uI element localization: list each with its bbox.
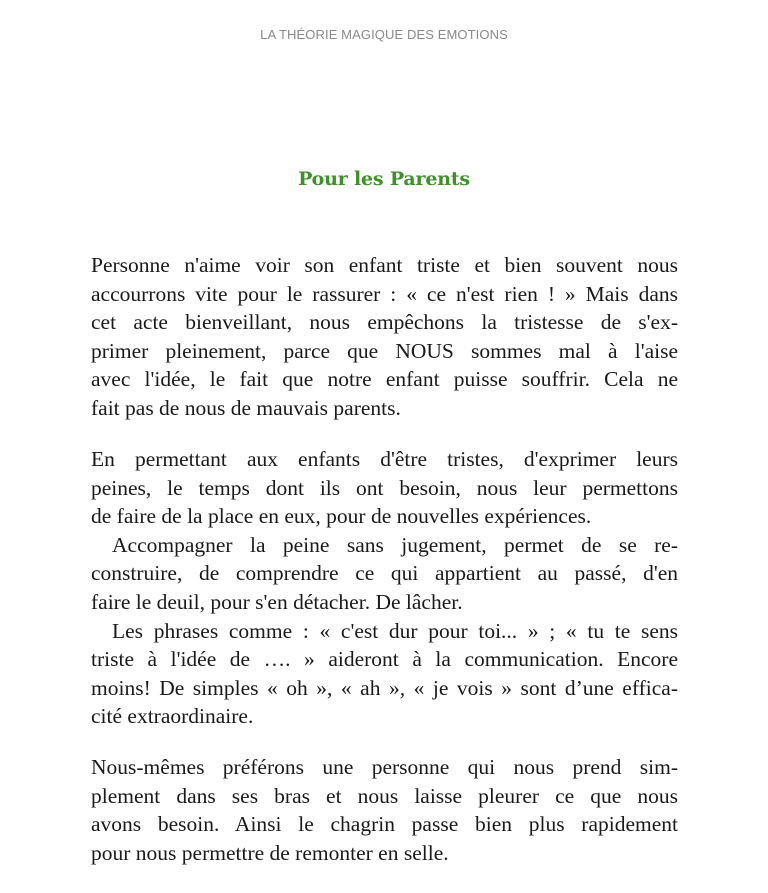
running-header: LA THÉORIE MAGIQUE DES EMOTIONS: [260, 27, 508, 42]
text-line: fait pas de nous de mauvais parents.: [91, 395, 401, 420]
text-line: Les phrases comme : « c'est dur pour toi... » ; « tu te sens: [112, 618, 678, 643]
paragraph-2: [91, 445, 678, 731]
text-line: accourrons vite pour le rassurer : « ce n'est rien ! » Mais dans: [91, 281, 678, 306]
text-line: avons besoin. Ainsi le chagrin passe bien plus rapidement: [91, 812, 678, 837]
text-line: Accompagner la peine sans jugement, permet de se re-: [112, 532, 678, 557]
text-line: avec l'idée, le fait que notre enfant puisse souffrir. Cela ne: [91, 367, 678, 392]
text-line: peines, le temps dont ils ont besoin, nous leur permettons: [91, 475, 678, 500]
text-line: plement dans ses bras et nous laisse pleurer ce que nous: [91, 783, 678, 808]
text-line: En permettant aux enfants d'être tristes, d'exprimer leurs: [91, 447, 678, 471]
text-line: Nous-mêmes préférons une personne qui nous prend sim-: [91, 755, 678, 779]
text-line: Personne n'aime voir son enfant triste et bien souvent nous: [91, 253, 678, 277]
text-line: de faire de la place en eux, pour de nouvelles expériences.: [91, 504, 592, 529]
text-line: triste à l'idée de …. » aideront à la communication. Encore: [91, 647, 678, 672]
text-line: cet acte bienveillant, nous empêchons la tristesse de s'ex-: [91, 310, 678, 335]
text-line: primer pleinement, parce que NOUS sommes mal à l'aise: [91, 338, 678, 363]
chapter-title: Pour les Parents: [298, 168, 470, 190]
paragraph-3: [91, 753, 678, 867]
text-line: cité extraordinaire.: [91, 704, 254, 729]
paragraph-1: [91, 251, 678, 423]
text-line: faire le deuil, pour s'en détacher. De lâcher.: [91, 589, 463, 614]
text-line: construire, de comprendre ce qui appartient au passé, d'en: [91, 561, 678, 586]
text-line: pour nous permettre de remonter en selle.: [91, 840, 449, 865]
text-line: moins! De simples « oh », « ah », « je vois » sont d’une effica-: [91, 675, 678, 700]
